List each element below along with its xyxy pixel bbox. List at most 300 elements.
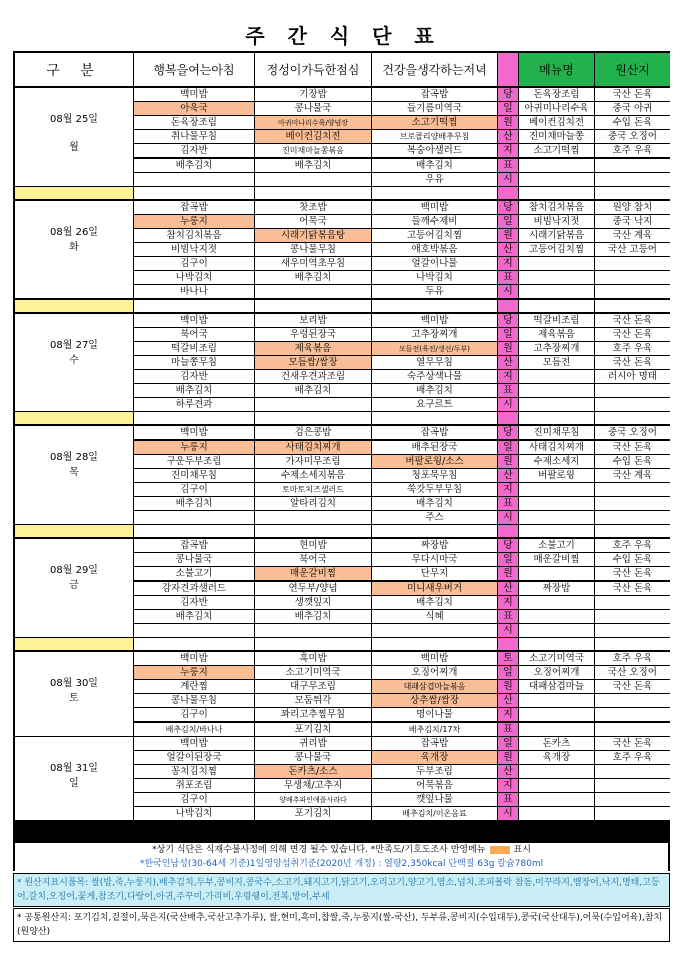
dinner-cell: 들깨수제비 (372, 215, 498, 229)
menu-name-cell (519, 187, 595, 201)
weekday-text: 화 (69, 241, 79, 253)
breakfast-cell (134, 412, 255, 426)
menu-name-cell (519, 159, 595, 173)
pink-label-cell: 표 (498, 610, 519, 624)
dinner-cell: 배추김치 (372, 497, 498, 511)
origin-cell (595, 793, 670, 807)
breakfast-cell (134, 638, 255, 652)
breakfast-cell: 콩나물무침 (134, 694, 255, 708)
dinner-cell: 배추김치/17차 (372, 723, 498, 737)
dinner-cell: 소고기떡찜 (372, 116, 498, 130)
dinner-cell: 명이나물 (372, 708, 498, 722)
breakfast-cell: 잡곡밥 (134, 539, 255, 553)
origin-cell (595, 271, 670, 285)
lunch-cell: 새우미역초무침 (255, 257, 372, 271)
lunch-cell: 시래기닭볶음탕 (255, 229, 372, 243)
breakfast-cell: 백미밥 (134, 88, 255, 102)
breakfast-cell (134, 525, 255, 539)
date-text: 08월 29일 (50, 565, 98, 577)
lunch-cell: 베이컨김치전 (255, 130, 372, 144)
day-date (15, 88, 134, 187)
day-date (15, 201, 134, 300)
lunch-cell (255, 525, 372, 539)
lunch-cell: 알타리김치 (255, 497, 372, 511)
origin-cell (595, 187, 670, 201)
origin-cell: 러시아 명태 (595, 370, 670, 384)
menu-name-cell (519, 694, 595, 708)
menu-name-cell (519, 779, 595, 793)
menu-name-cell (519, 638, 595, 652)
lunch-cell: 배추김치 (255, 384, 372, 398)
origin-cell: 국산 돈육 (595, 314, 670, 328)
pink-label-cell: 산 (498, 765, 519, 779)
day-date (15, 314, 134, 413)
breakfast-cell: 쥐포조림 (134, 779, 255, 793)
lunch-cell: 포기김치 (255, 807, 372, 821)
lunch-cell: 귀리밥 (255, 737, 372, 751)
pink-label-cell: 산 (498, 469, 519, 483)
dinner-cell: 배추된장국 (372, 441, 498, 455)
dinner-cell: 깻잎나물 (372, 793, 498, 807)
dinner-cell: 복숭아샐러드 (372, 144, 498, 158)
lunch-cell: 제육볶음 (255, 342, 372, 356)
origin-cell: 국산 고등어 (595, 243, 670, 257)
breakfast-cell: 떡갈비조림 (134, 342, 255, 356)
origin-cell (595, 159, 670, 173)
menu-name-cell: 버팔로윙 (519, 469, 595, 483)
origin-cell: 호주 우육 (595, 751, 670, 765)
lunch-cell (255, 511, 372, 525)
menu-name-cell (519, 723, 595, 737)
lunch-cell (255, 173, 372, 187)
menu-name-cell (519, 497, 595, 511)
breakfast-cell (134, 187, 255, 201)
menu-name-cell (519, 525, 595, 539)
lunch-cell: 수제소세지볶음 (255, 469, 372, 483)
menu-name-cell (519, 384, 595, 398)
menu-name-cell: 고등어김치찜 (519, 243, 595, 257)
menu-name-cell: 소고기미역국 (519, 652, 595, 666)
dinner-cell: 백미밥 (372, 652, 498, 666)
lunch-cell (255, 412, 372, 426)
lunch-cell: 모둠튀각 (255, 694, 372, 708)
lunch-cell: 흑미밥 (255, 652, 372, 666)
date-text: 08월 26일 (50, 226, 98, 238)
date-text: 08월 25일 (50, 114, 98, 125)
origin-cell: 수입 돈육 (595, 455, 670, 469)
pink-label-cell: 원 (498, 455, 519, 469)
breakfast-cell: 배추김치 (134, 159, 255, 173)
origin-cell: 중국 낙지 (595, 215, 670, 229)
pink-label-cell: 당 (498, 539, 519, 553)
header-dinner: 건강을생각하는저녁 (372, 53, 498, 88)
breakfast-cell: 배추김치 (134, 384, 255, 398)
date-text: 08월 28일 (50, 452, 98, 464)
menu-name-cell (519, 271, 595, 285)
dinner-cell: 배추김치/이온음료 (372, 807, 498, 821)
pink-label-cell: 원 (498, 342, 519, 356)
pink-label-cell: 당 (498, 201, 519, 215)
breakfast-cell: 백미밥 (134, 426, 255, 440)
pink-label-cell: 원 (498, 229, 519, 243)
day-date (15, 737, 134, 822)
menu-name-cell (519, 567, 595, 581)
menu-name-cell (519, 285, 595, 299)
date-text: 08월 27일 (50, 339, 98, 351)
weekday-text: 목 (69, 467, 79, 479)
breakfast-cell: 취나물무침 (134, 130, 255, 144)
origin-cell: 국산 돈육 (595, 680, 670, 694)
dinner-cell: 배추김치 (372, 384, 498, 398)
common-origin-box: * 공통원산지: 포기김치,겉절이,묵은지(국산배추,국산고추가루), 쌀,현미,흑미,찹쌀,죽,누룽지(쌀-국산), 두부류,콩비지(수입대두),콩국(국산대두),어묵(수입어육),참치(원양산) (13, 908, 670, 942)
weekday-text: 토 (69, 693, 79, 704)
origin-cell: 국산 돈육 (595, 328, 670, 342)
weekday-text: 월 (69, 142, 79, 153)
dinner-cell: 잡곡밥 (372, 737, 498, 751)
lunch-cell: 진미채마늘쫑볶음 (255, 144, 372, 158)
menu-name-cell: 베이컨김치전 (519, 116, 595, 130)
pink-label-cell: 표 (498, 723, 519, 737)
weekday-text: 일 (69, 777, 79, 789)
pink-label-cell: 당 (498, 314, 519, 328)
breakfast-cell: 배추김치 (134, 497, 255, 511)
menu-name-cell (519, 511, 595, 525)
origin-cell: 국산 돈육 (595, 441, 670, 455)
pink-label-cell (498, 300, 519, 314)
lunch-cell: 꽈리고추찜무침 (255, 708, 372, 722)
menu-name-cell: 참치김치볶음 (519, 201, 595, 215)
dinner-cell: 주스 (372, 511, 498, 525)
meal-table (13, 51, 670, 843)
pink-label-cell: 당 (498, 88, 519, 102)
menu-name-cell (519, 257, 595, 271)
menu-name-cell: 수제소세지 (519, 455, 595, 469)
origin-cell (595, 694, 670, 708)
lunch-cell: 북어국 (255, 553, 372, 567)
lunch-cell: 연두부/양념 (255, 582, 372, 596)
breakfast-cell: 북어국 (134, 328, 255, 342)
breakfast-cell: 소불고기 (134, 567, 255, 581)
breakfast-cell: 구운두부조림 (134, 455, 255, 469)
origin-cell: 국산 돈육 (595, 582, 670, 596)
lunch-cell: 보리밥 (255, 314, 372, 328)
lunch-cell (255, 187, 372, 201)
breakfast-cell: 아욱국 (134, 102, 255, 116)
weekday-text: 수 (69, 354, 79, 366)
dinner-cell: 상추쌈/쌈장 (372, 694, 498, 708)
origin-cell (595, 779, 670, 793)
origin-cell: 호주 우육 (595, 539, 670, 553)
dinner-cell (372, 412, 498, 426)
header-breakfast: 행복을여는아침 (134, 53, 255, 88)
dinner-cell (372, 624, 498, 638)
lunch-cell: 콩나물국 (255, 751, 372, 765)
pink-label-cell: 시 (498, 285, 519, 299)
breakfast-cell: 김구이 (134, 483, 255, 497)
origin-cell: 국산 돈육 (595, 88, 670, 102)
breakfast-cell: 누룽지 (134, 441, 255, 455)
pink-label-cell: 표 (498, 271, 519, 285)
pink-label-cell: 표 (498, 497, 519, 511)
breakfast-cell: 감자견과샐러드 (134, 582, 255, 596)
breakfast-cell: 참치김치볶음 (134, 229, 255, 243)
menu-name-cell: 진미채마늘쫑 (519, 130, 595, 144)
origin-cell: 수입 돈육 (595, 553, 670, 567)
lunch-cell: 현미밥 (255, 539, 372, 553)
day-date (15, 539, 134, 638)
pink-label-cell: 원 (498, 680, 519, 694)
dinner-cell (372, 525, 498, 539)
day-separator (15, 638, 134, 652)
lunch-cell: 무생채/고추지 (255, 779, 372, 793)
dinner-cell: 모듬전(육전/생선/두부) (372, 342, 498, 356)
pink-label-cell: 원 (498, 116, 519, 130)
dinner-cell: 우유 (372, 173, 498, 187)
menu-name-cell: 사태김치찌개 (519, 441, 595, 455)
pink-label-cell: 일 (498, 737, 519, 751)
menu-name-cell: 매운갈비찜 (519, 553, 595, 567)
menu-name-cell: 아귀미나리수육 (519, 102, 595, 116)
menu-name-cell (519, 370, 595, 384)
menu-name-cell (519, 793, 595, 807)
lunch-cell: 돈카츠/소스 (255, 765, 372, 779)
origin-cell (595, 596, 670, 610)
origin-cell: 호주 우육 (595, 342, 670, 356)
origin-cell (595, 398, 670, 412)
breakfast-cell: 하루견과 (134, 398, 255, 412)
lunch-cell: 사태김치찌개 (255, 441, 372, 455)
header-menu: 메뉴명 (519, 53, 595, 88)
breakfast-cell: 마늘쫑무침 (134, 356, 255, 370)
dinner-cell: 고등어김치찜 (372, 229, 498, 243)
lunch-cell: 소고기미역국 (255, 666, 372, 680)
origin-cell: 국산 계육 (595, 469, 670, 483)
menu-name-cell: 모듬전 (519, 356, 595, 370)
lunch-cell (255, 398, 372, 412)
origin-cell (595, 257, 670, 271)
pink-label-cell: 지 (498, 144, 519, 158)
pink-label-cell: 일 (498, 328, 519, 342)
dinner-cell: 배추김치 (372, 159, 498, 173)
origin-cell: 수입 돈육 (595, 116, 670, 130)
menu-name-cell (519, 807, 595, 821)
lunch-cell: 우렁된장국 (255, 328, 372, 342)
orange-swatch (490, 846, 510, 854)
dinner-cell: 열무무침 (372, 356, 498, 370)
note-change-notice: *상기 식단은 식재수불사정에 의해 변경 될수 있습니다. *만족도/기호도조사 반영메뉴 표시 (152, 845, 531, 855)
lunch-cell: 대구무조림 (255, 680, 372, 694)
lunch-cell: 생깻잎지 (255, 596, 372, 610)
menu-name-cell: 제육볶음 (519, 328, 595, 342)
dinner-cell: 브로콜리양배추무침 (372, 130, 498, 144)
pink-label-cell: 지 (498, 708, 519, 722)
origin-cell: 중국 아귀 (595, 102, 670, 116)
pink-label-cell: 산 (498, 356, 519, 370)
menu-name-cell (519, 398, 595, 412)
origin-cell (595, 807, 670, 821)
date-text: 08월 30일 (50, 678, 98, 689)
lunch-cell: 배추김치 (255, 610, 372, 624)
origin-cell: 중국 오징어 (595, 426, 670, 440)
origin-cell (595, 525, 670, 539)
origin-cell: 국산 계육 (595, 229, 670, 243)
lunch-cell: 포기김치 (255, 723, 372, 737)
pink-label-cell: 지 (498, 779, 519, 793)
menu-name-cell (519, 483, 595, 497)
breakfast-cell: 계란찜 (134, 680, 255, 694)
lunch-cell (255, 638, 372, 652)
pink-label-cell: 일 (498, 215, 519, 229)
pink-label-cell: 일 (498, 441, 519, 455)
lunch-cell (255, 624, 372, 638)
dinner-cell: 숙주상색나물 (372, 370, 498, 384)
breakfast-cell: 백미밥 (134, 737, 255, 751)
day-date (15, 652, 134, 737)
origin-cell (595, 708, 670, 722)
dinner-cell: 두부조림 (372, 765, 498, 779)
day-date (15, 426, 134, 525)
pink-label-cell: 지 (498, 370, 519, 384)
breakfast-cell (134, 624, 255, 638)
origin-cell (595, 723, 670, 737)
lunch-cell: 배추김치 (255, 159, 372, 173)
pink-label-cell (498, 187, 519, 201)
origin-cell (595, 384, 670, 398)
origin-cell (595, 624, 670, 638)
day-separator (15, 412, 134, 426)
breakfast-cell: 돈육장조림 (134, 116, 255, 130)
menu-name-cell: 떡갈비조림 (519, 314, 595, 328)
date-text: 08월 31일 (50, 762, 98, 774)
breakfast-cell (134, 511, 255, 525)
menu-name-cell: 짜장밥 (519, 582, 595, 596)
breakfast-cell: 얼갈이된장국 (134, 751, 255, 765)
dinner-cell: 잡곡밥 (372, 88, 498, 102)
header-origin: 원산지 (595, 53, 670, 88)
menu-name-cell: 진미채무침 (519, 426, 595, 440)
notes (13, 843, 670, 871)
origin-cell (595, 497, 670, 511)
dinner-cell (372, 300, 498, 314)
breakfast-cell: 나박김치 (134, 271, 255, 285)
origin-cell (595, 173, 670, 187)
menu-name-cell: 육개장 (519, 751, 595, 765)
breakfast-cell: 김구이 (134, 708, 255, 722)
lunch-cell: 찻조밥 (255, 201, 372, 215)
origin-cell: 국산 돈육 (595, 356, 670, 370)
origin-cell: 국산 오징어 (595, 666, 670, 680)
dinner-cell: 얼갈이나물 (372, 257, 498, 271)
dinner-cell: 대패삼겹마늘볶음 (372, 680, 498, 694)
pink-label-cell: 지 (498, 483, 519, 497)
dinner-cell: 식혜 (372, 610, 498, 624)
header-pink-column (498, 53, 519, 88)
lunch-cell: 토마토치즈샐러드 (255, 483, 372, 497)
page-title: 주 간 식 단 표 (245, 24, 442, 48)
pink-label-cell: 원 (498, 567, 519, 581)
pink-label-cell: 일 (498, 553, 519, 567)
breakfast-cell: 김구이 (134, 257, 255, 271)
breakfast-cell: 누룽지 (134, 666, 255, 680)
pink-label-cell: 시 (498, 624, 519, 638)
menu-name-cell: 대패삼겹마늘 (519, 680, 595, 694)
lunch-cell: 콩나물무침 (255, 243, 372, 257)
origin-cell: 호주 우육 (595, 144, 670, 158)
dinner-cell: 나박김치 (372, 271, 498, 285)
breakfast-cell: 진미채무침 (134, 469, 255, 483)
pink-label-cell (498, 638, 519, 652)
menu-name-cell: 비빔낙지젓 (519, 215, 595, 229)
dinner-cell: 버팔로윙/소스 (372, 455, 498, 469)
lunch-cell: 검은콩밥 (255, 426, 372, 440)
dinner-cell: 짜장밥 (372, 539, 498, 553)
dinner-cell: 고추장찌개 (372, 328, 498, 342)
breakfast-cell: 잡곡밥 (134, 201, 255, 215)
header-lunch: 정성이가득한점심 (255, 53, 372, 88)
breakfast-cell: 꽁치김치찜 (134, 765, 255, 779)
pink-label-cell: 원 (498, 751, 519, 765)
pink-label-cell: 일 (498, 666, 519, 680)
lunch-cell: 배추김치 (255, 271, 372, 285)
dinner-cell: 육개장 (372, 751, 498, 765)
origin-cell (595, 412, 670, 426)
lunch-cell: 가자미무조림 (255, 455, 372, 469)
breakfast-cell: 김자반 (134, 370, 255, 384)
dinner-cell: 요구르트 (372, 398, 498, 412)
menu-name-cell (519, 708, 595, 722)
pink-label-cell: 산 (498, 130, 519, 144)
menu-name-cell (519, 412, 595, 426)
dinner-cell: 잡곡밥 (372, 426, 498, 440)
origin-cell (595, 511, 670, 525)
origin-cell (595, 610, 670, 624)
breakfast-cell (134, 173, 255, 187)
menu-name-cell (519, 624, 595, 638)
breakfast-cell: 김자반 (134, 144, 255, 158)
lunch-cell: 모듬쌈/쌈장 (255, 356, 372, 370)
pink-label-cell (498, 525, 519, 539)
origin-list-box: * 원산지표시품목: 쌀(밥,죽,누룽지),배추김치,두부,콩비지,콩국수,소고기,돼지고기,닭고기,오리고기,양고기,염소,넙치,조피볼락 참돔,미꾸라지,뱀장어,낙지,명태,고등어,갈치,오징어,꽃게,참조기,다랑어,아귀,주꾸미,가리비,우렁쉥이,전복,방어,부세 (13, 873, 670, 907)
origin-cell (595, 285, 670, 299)
origin-cell (595, 300, 670, 314)
breakfast-cell: 배추김치 (134, 610, 255, 624)
lunch-cell: 매운갈비찜 (255, 567, 372, 581)
pink-label-cell: 산 (498, 694, 519, 708)
menu-name-cell: 시래기닭볶음 (519, 229, 595, 243)
menu-name-cell: 소고기떡찜 (519, 144, 595, 158)
note-nutrition: *한국인남성(30-64세 기준)1일영양섭취기준(2020년 개정) : 열량2,350kcal 단백질 63g 칼슘780ml (139, 859, 544, 869)
lunch-cell: 건새우견과조림 (255, 370, 372, 384)
origin-cell (595, 638, 670, 652)
menu-name-cell: 돈육장조림 (519, 88, 595, 102)
menu-name-cell: 오징어찌개 (519, 666, 595, 680)
breakfast-cell: 나박김치 (134, 807, 255, 821)
dinner-cell: 청포묵무침 (372, 469, 498, 483)
menu-name-cell: 소불고기 (519, 539, 595, 553)
pink-label-cell: 시 (498, 807, 519, 821)
breakfast-cell: 김구이 (134, 793, 255, 807)
pink-label-cell (498, 412, 519, 426)
dinner-cell: 단무지 (372, 567, 498, 581)
pink-label-cell: 토 (498, 652, 519, 666)
origin-cell: 국산 돈육 (595, 567, 670, 581)
dinner-cell: 오징어찌개 (372, 666, 498, 680)
day-separator (15, 300, 134, 314)
pink-label-cell: 시 (498, 511, 519, 525)
menu-name-cell (519, 765, 595, 779)
menu-name-cell (519, 300, 595, 314)
breakfast-cell: 비빔낙지젓 (134, 243, 255, 257)
